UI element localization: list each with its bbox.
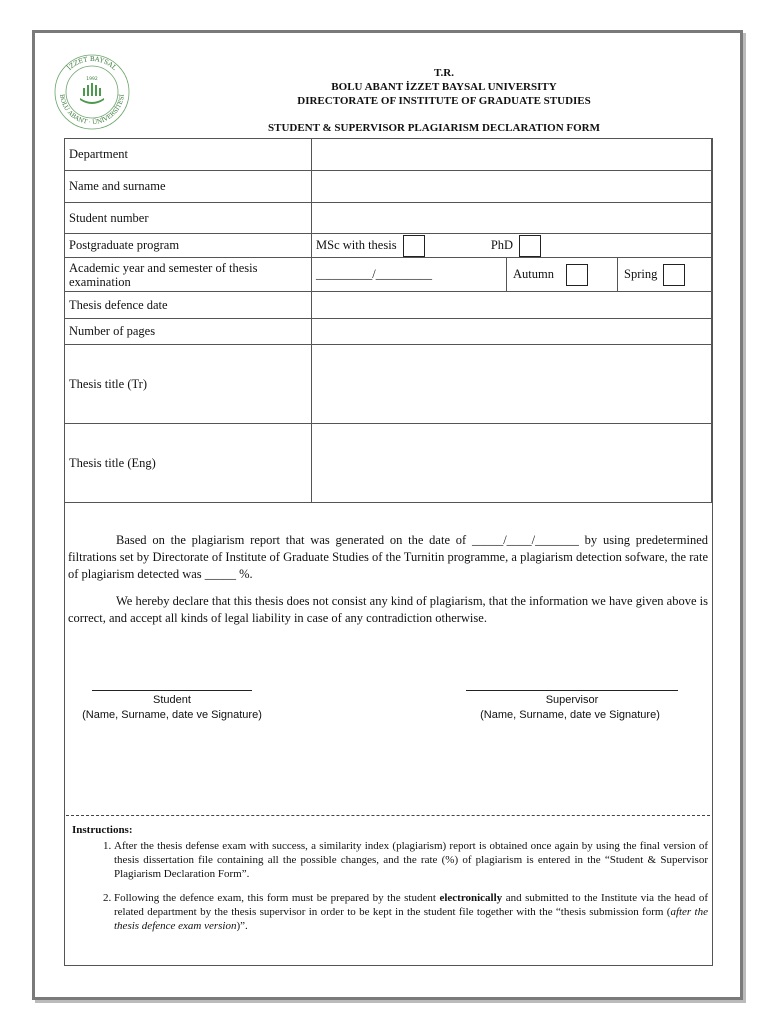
plagiarism-report-paragraph: Based on the plagiarism report that was generated on the date of _____/____/_______ by using predetermined filtrations set by Directorate of Institute of Graduate Studies of the Turnitin programme, a plagiarism detection sofware, the rate of plagiarism detected was _____ %. bbox=[68, 533, 708, 581]
instruction-2-italic: after the thesis defence exam version bbox=[114, 906, 708, 932]
student-signature-sub: (Name, Surname, date ve Signature) bbox=[82, 709, 262, 721]
header-line-tr: T.R. bbox=[434, 67, 454, 79]
spring-label: Spring bbox=[624, 266, 658, 281]
instruction-2-text-c: )”. bbox=[236, 920, 248, 932]
academic-year-label: Academic year and semester of thesis examination bbox=[65, 258, 312, 292]
header-directorate: DIRECTORATE OF INSTITUTE OF GRADUATE STUDIES bbox=[297, 95, 591, 107]
svg-text:İZZET BAYSAL: İZZET BAYSAL bbox=[65, 54, 119, 72]
supervisor-signature-line[interactable] bbox=[466, 690, 678, 691]
student-number-field[interactable] bbox=[312, 203, 712, 234]
department-field[interactable] bbox=[312, 139, 712, 171]
department-label: Department bbox=[65, 139, 312, 171]
student-signature-title: Student bbox=[153, 694, 191, 706]
name-surname-label: Name and surname bbox=[65, 171, 312, 203]
thesis-title-eng-field[interactable] bbox=[312, 424, 712, 503]
postgraduate-program-label: Postgraduate program bbox=[65, 234, 312, 258]
instructions-title: Instructions: bbox=[72, 824, 133, 836]
declaration-table bbox=[64, 138, 712, 503]
thesis-title-eng-label: Thesis title (Eng) bbox=[65, 424, 312, 503]
phd-label: PhD bbox=[490, 237, 514, 252]
number-of-pages-field[interactable] bbox=[312, 319, 712, 345]
supervisor-signature-block bbox=[462, 690, 682, 723]
header-university: BOLU ABANT İZZET BAYSAL UNIVERSITY bbox=[331, 81, 557, 93]
thesis-title-tr-label: Thesis title (Tr) bbox=[65, 345, 312, 424]
instruction-2-text-a: Following the defence exam, this form must be prepared by the student bbox=[114, 892, 440, 904]
autumn-label: Autumn bbox=[513, 266, 554, 281]
instruction-2-bold: electronically bbox=[439, 892, 503, 904]
thesis-title-tr-field[interactable] bbox=[312, 345, 712, 424]
msc-checkbox[interactable] bbox=[403, 235, 425, 257]
form-title: STUDENT & SUPERVISOR PLAGIARISM DECLARATION FORM bbox=[268, 122, 600, 134]
student-number-label: Student number bbox=[65, 203, 312, 234]
academic-year-field[interactable]: _________/_________ bbox=[312, 258, 507, 291]
form-header bbox=[58, 54, 711, 138]
program-options bbox=[312, 234, 712, 258]
autumn-checkbox[interactable] bbox=[566, 264, 588, 286]
defence-date-field[interactable] bbox=[312, 292, 712, 319]
instruction-2-text-b: and submitted to the Institute via the head of related department by the thesis supervisor in order to be kept in the student file together with the “thesis submission form ( bbox=[114, 892, 708, 918]
phd-checkbox[interactable] bbox=[519, 235, 541, 257]
university-logo bbox=[52, 52, 132, 132]
student-signature-line[interactable] bbox=[92, 690, 252, 691]
spring-option bbox=[618, 258, 712, 291]
instruction-item-1: 1. After the thesis defense exam with success, a similarity index (plagiarism) report is obtained once again by using the final version of thesis dissertation file containing all the possible changes, and the rate (%) of plagiarism is entered in the “Student & Supervisor Plagiarism Declaration Form”. bbox=[114, 839, 708, 881]
defence-date-label: Thesis defence date bbox=[65, 292, 312, 319]
name-surname-field[interactable] bbox=[312, 171, 712, 203]
msc-label: MSc with thesis bbox=[316, 237, 397, 252]
autumn-option bbox=[507, 258, 618, 291]
instructions-list bbox=[72, 839, 708, 933]
instructions bbox=[72, 823, 708, 943]
svg-text:BOLU ABANT · ÜNİVERSİTESİ: BOLU ABANT · ÜNİVERSİTESİ bbox=[58, 93, 126, 127]
number-of-pages-label: Number of pages bbox=[65, 319, 312, 345]
academic-year-cell bbox=[312, 258, 712, 292]
declaration-paragraph: We hereby declare that this thesis does not consist any kind of plagiarism, that the information we have given above is correct, and accept all kinds of legal liability in case of any contradiction otherwise. bbox=[68, 594, 708, 625]
svg-text:1992: 1992 bbox=[86, 77, 98, 82]
supervisor-signature-sub: (Name, Surname, date ve Signature) bbox=[480, 709, 660, 721]
supervisor-signature-title: Supervisor bbox=[545, 694, 599, 706]
instruction-item-2 bbox=[114, 891, 708, 933]
student-signature-block bbox=[82, 690, 262, 723]
cut-line bbox=[66, 815, 710, 816]
spring-checkbox[interactable] bbox=[663, 264, 685, 286]
